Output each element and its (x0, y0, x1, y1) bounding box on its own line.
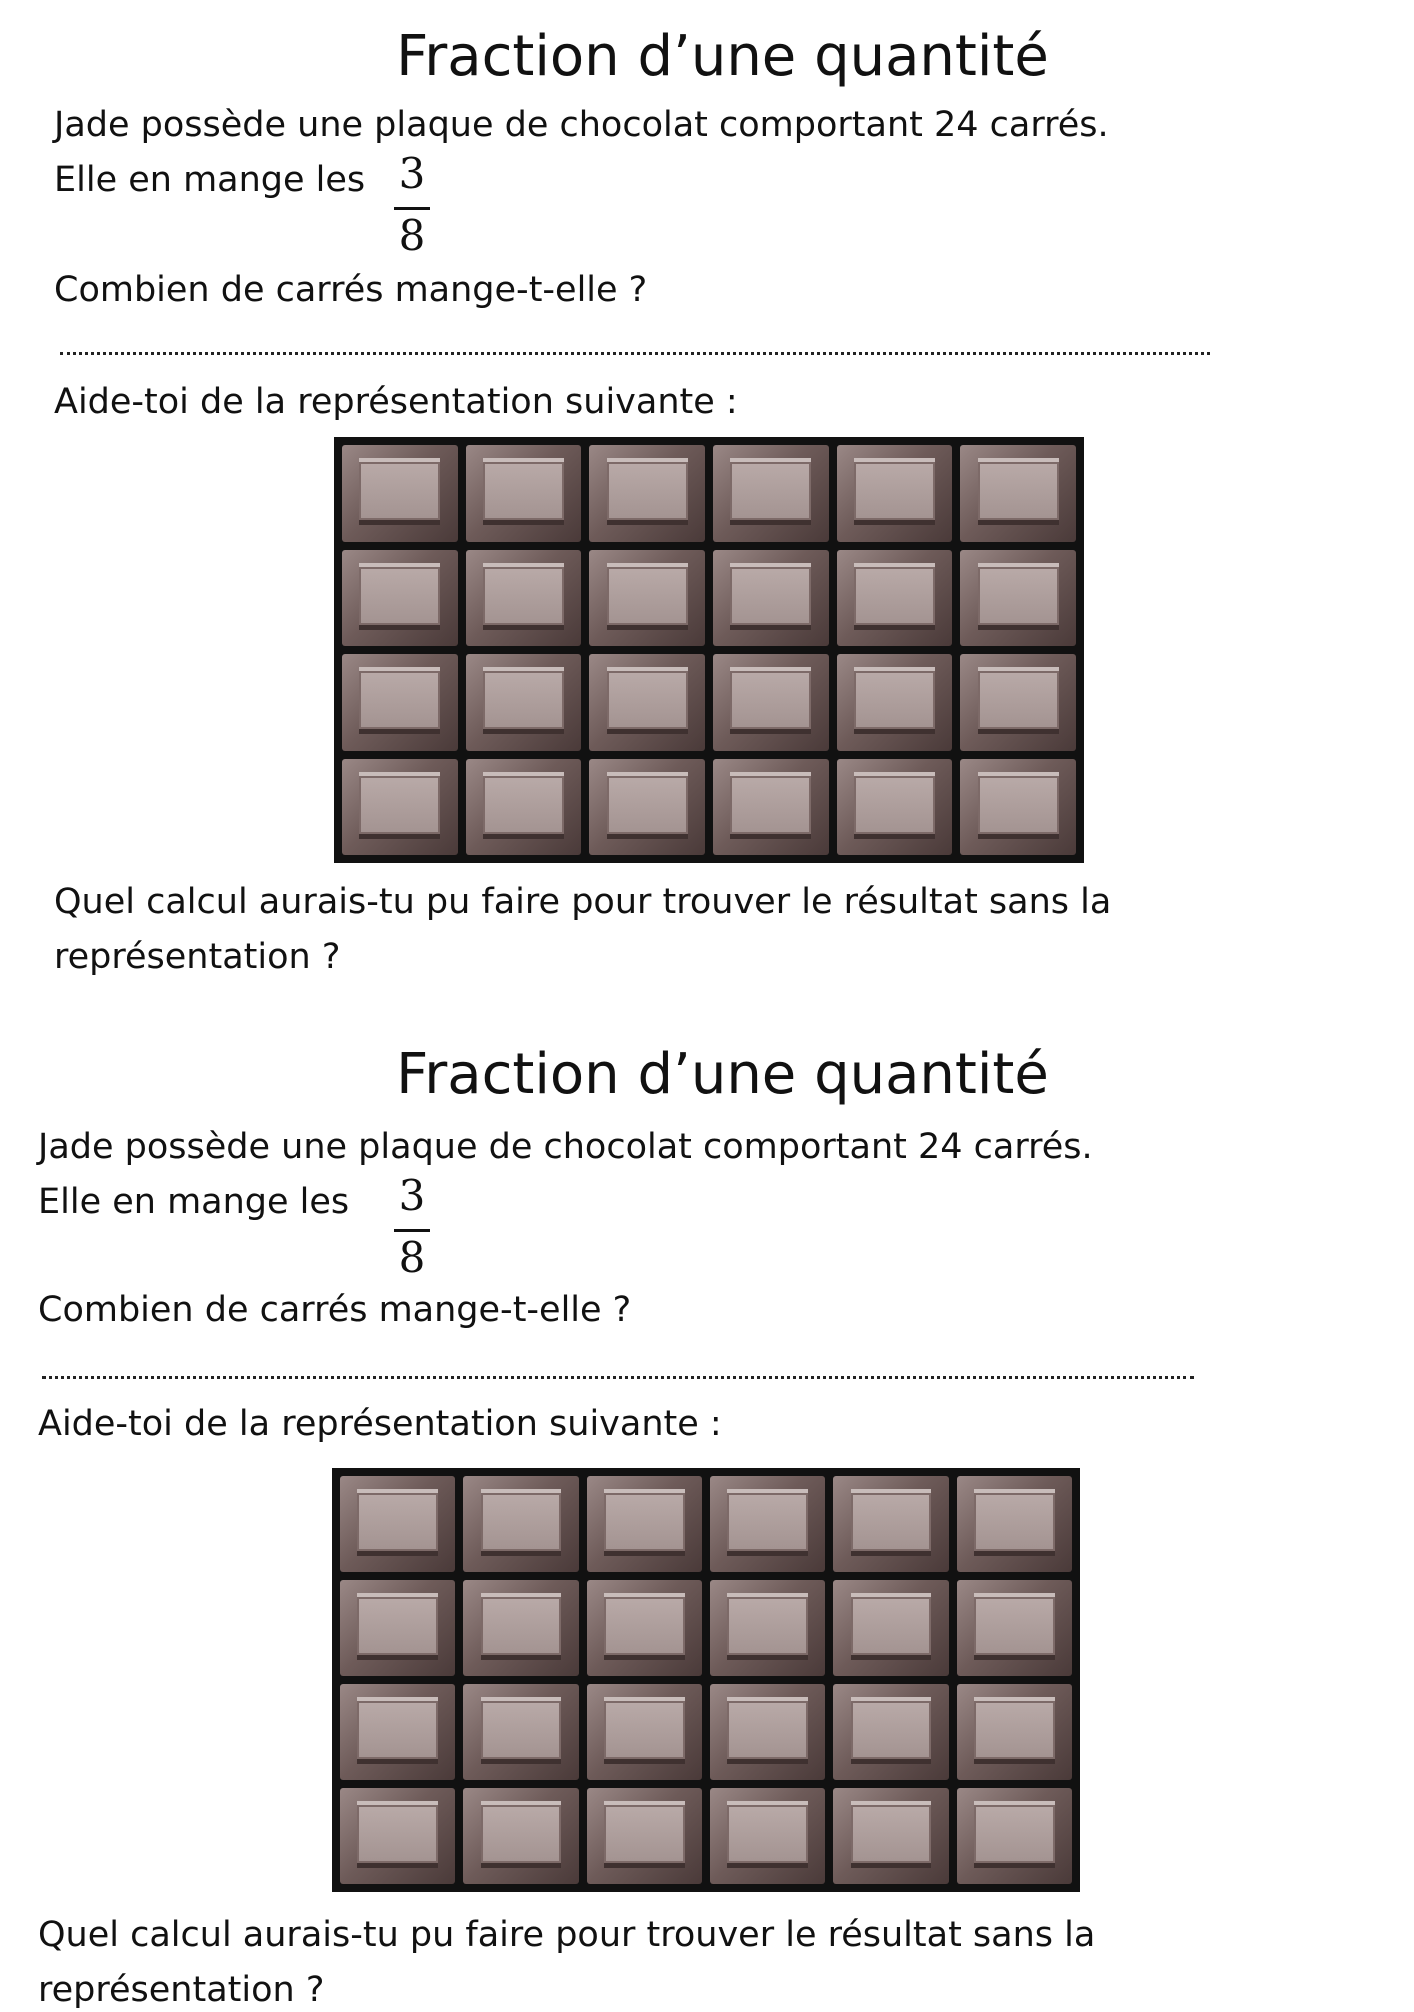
fraction-three-eighths (390, 1172, 434, 1282)
chocolate-square (466, 759, 582, 856)
chocolate-square (463, 1580, 578, 1676)
chocolate-square (713, 654, 829, 751)
eats-label: Elle en mange les (38, 1182, 350, 1222)
chocolate-square (587, 1476, 702, 1572)
chocolate-square (960, 654, 1076, 751)
chocolate-square (340, 1580, 455, 1676)
chocolate-square (342, 759, 458, 856)
chocolate-square (589, 445, 705, 542)
fraction-numerator: 3 (398, 149, 426, 198)
answer-line[interactable] (42, 1376, 1194, 1379)
chocolate-square (340, 1788, 455, 1884)
question-text: Combien de carrés mange-t-elle ? (54, 270, 648, 310)
fraction-three-eighths (390, 150, 434, 260)
chocolate-square (957, 1476, 1072, 1572)
chocolate-square (833, 1684, 948, 1780)
fraction-numerator: 3 (398, 1171, 426, 1220)
chocolate-square (589, 654, 705, 751)
fraction-denominator: 8 (398, 211, 426, 260)
chocolate-square (589, 550, 705, 647)
chocolate-bar (334, 437, 1084, 863)
chocolate-square (463, 1476, 578, 1572)
statement-text: Jade possède une plaque de chocolat comportant 24 carrés. (54, 105, 1109, 145)
fraction-bar (394, 207, 430, 210)
chocolate-square (342, 654, 458, 751)
follow-up-question-line-2: représentation ? (38, 1970, 325, 2010)
chocolate-square (957, 1684, 1072, 1780)
chocolate-square (833, 1580, 948, 1676)
chocolate-square (710, 1476, 825, 1572)
chocolate-square (342, 445, 458, 542)
follow-up-question-line-1: Quel calcul aurais-tu pu faire pour trouver le résultat sans la (38, 1915, 1096, 1955)
chocolate-square (710, 1788, 825, 1884)
chocolate-square (466, 550, 582, 647)
question-text: Combien de carrés mange-t-elle ? (38, 1290, 632, 1330)
chocolate-bar (332, 1468, 1080, 1892)
chocolate-square (837, 654, 953, 751)
chocolate-square (833, 1476, 948, 1572)
chocolate-square (589, 759, 705, 856)
hint-text: Aide-toi de la représentation suivante : (54, 382, 738, 422)
chocolate-square (466, 445, 582, 542)
exercise-title: Fraction d’une quantité (396, 24, 1049, 89)
chocolate-square (587, 1788, 702, 1884)
chocolate-square (957, 1788, 1072, 1884)
chocolate-square (957, 1580, 1072, 1676)
chocolate-square (710, 1580, 825, 1676)
eats-label: Elle en mange les (54, 160, 366, 200)
statement-text: Jade possède une plaque de chocolat comportant 24 carrés. (38, 1127, 1093, 1167)
chocolate-square (960, 445, 1076, 542)
answer-line[interactable] (60, 352, 1210, 355)
chocolate-square (342, 550, 458, 647)
chocolate-square (713, 550, 829, 647)
chocolate-square (463, 1684, 578, 1780)
follow-up-question-line-2: représentation ? (54, 937, 341, 977)
chocolate-square (837, 759, 953, 856)
chocolate-square (587, 1684, 702, 1780)
chocolate-square (340, 1476, 455, 1572)
chocolate-square (960, 759, 1076, 856)
chocolate-square (587, 1580, 702, 1676)
chocolate-square (960, 550, 1076, 647)
fraction-bar (394, 1229, 430, 1232)
chocolate-square (837, 550, 953, 647)
chocolate-square (466, 654, 582, 751)
hint-text: Aide-toi de la représentation suivante : (38, 1404, 722, 1444)
exercise-title: Fraction d’une quantité (396, 1042, 1049, 1107)
chocolate-square (837, 445, 953, 542)
chocolate-square (340, 1684, 455, 1780)
fraction-denominator: 8 (398, 1233, 426, 1282)
chocolate-square (463, 1788, 578, 1884)
chocolate-square (713, 445, 829, 542)
chocolate-square (833, 1788, 948, 1884)
chocolate-square (710, 1684, 825, 1780)
chocolate-square (713, 759, 829, 856)
follow-up-question-line-1: Quel calcul aurais-tu pu faire pour trouver le résultat sans la (54, 882, 1112, 922)
